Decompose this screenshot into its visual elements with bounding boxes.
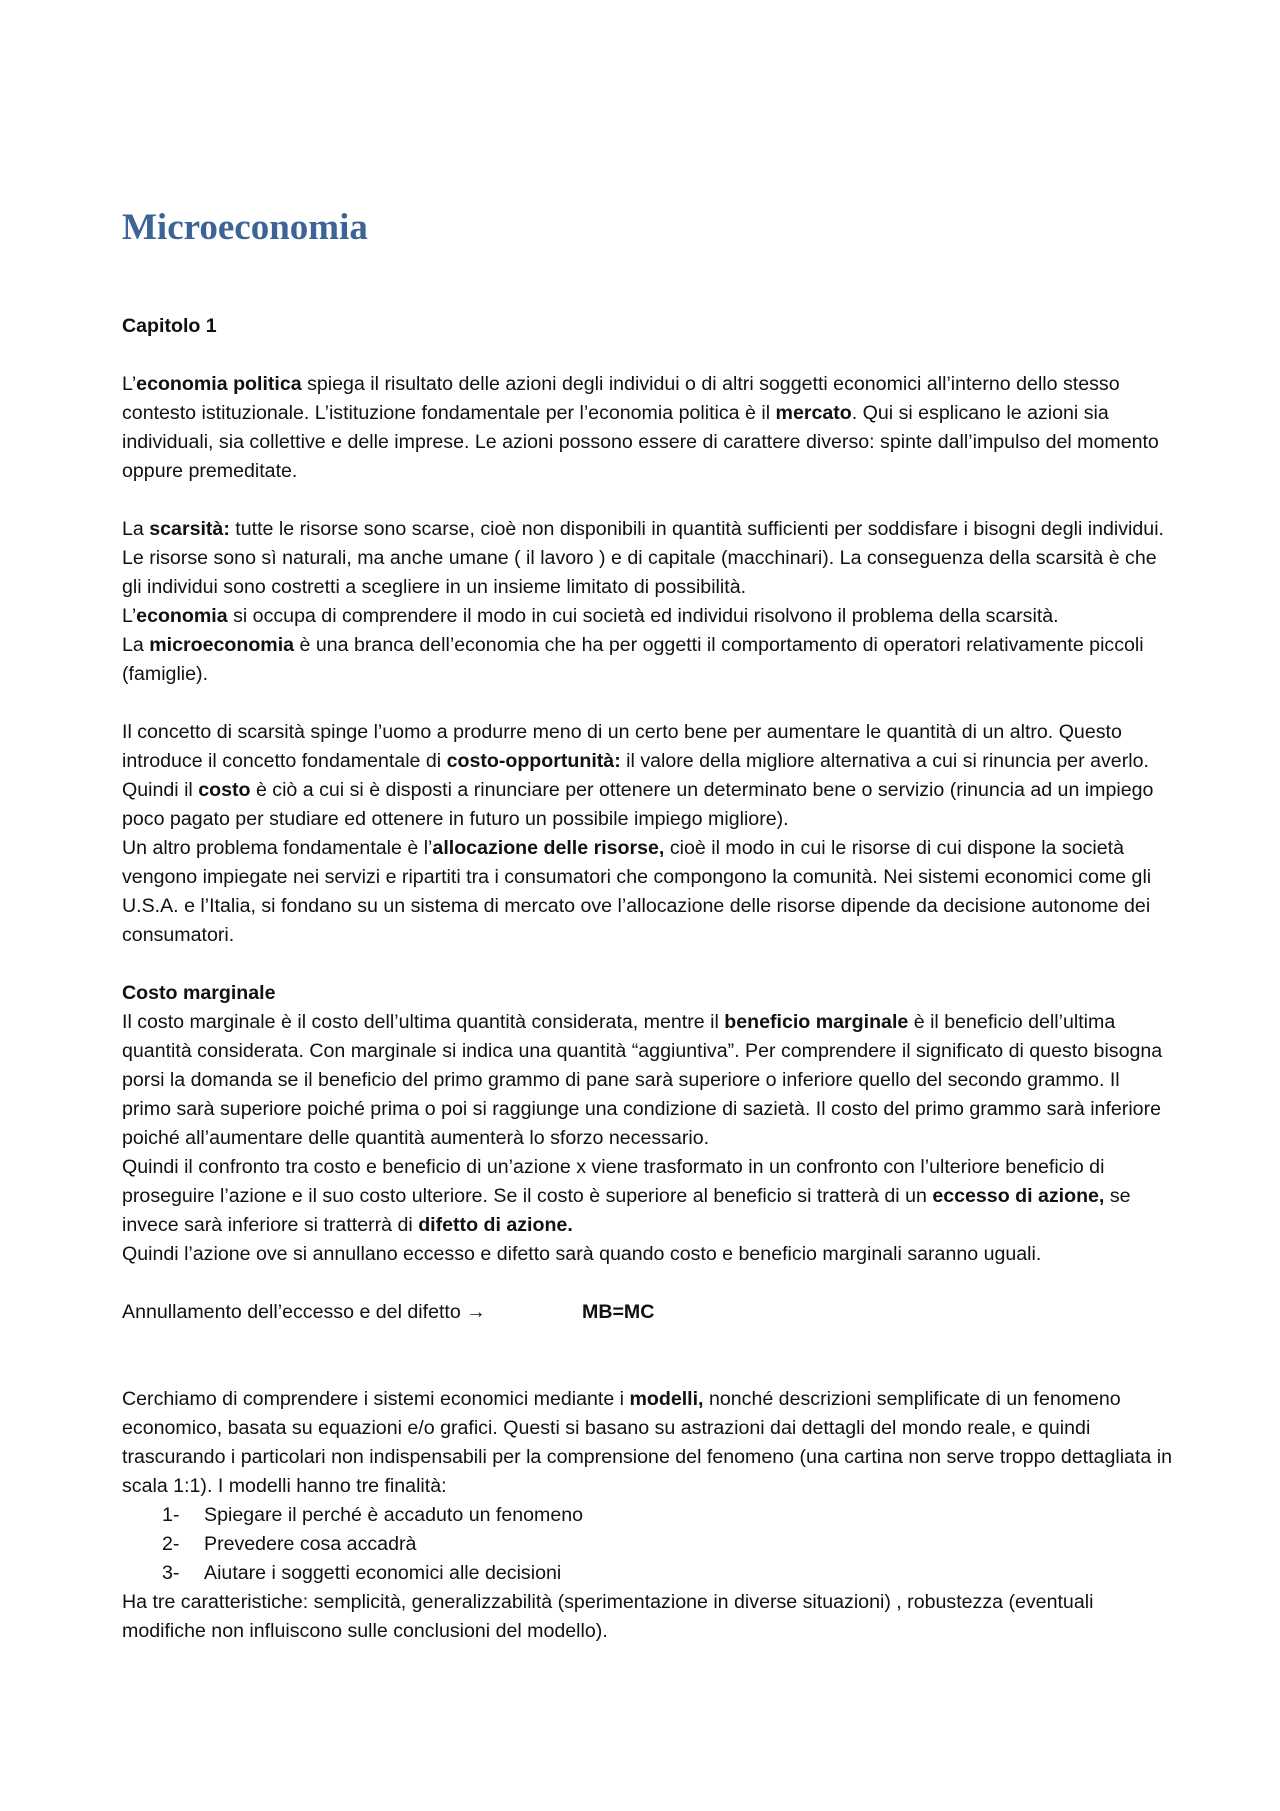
list-item: 2- Prevedere cosa accadrà (162, 1533, 417, 1555)
paragraph-costo-marginale: Il costo marginale è il costo dell’ultima quantità considerata, mentre il beneficio marginale è il beneficio dell’ultima quantità considerata. Con marginale si indica una quantità “aggiuntiva”. Per comprendere il significato di questo bisogna porsi la domanda se il beneficio del primo grammo di pane sarà superiore o inferiore quello del secondo grammo. Il primo sarà superiore poiché prima o poi si raggiunge una condizione di sazietà. Il costo del primo grammo sarà inferiore poiché all’aumentare delle quantità aumenterà lo sforzo necessario. (122, 1011, 1163, 1149)
section-heading-costo-marginale: Costo marginale (122, 982, 276, 1004)
paragraph-allocazione: Un altro problema fondamentale è l’allocazione delle risorse, cioè il modo in cui le risorse di cui dispone la società vengono impiegate nei servizi e ripartiti tra i consumatori che compongono la comunità. Nei sistemi economici come gli U.S.A. e l’Italia, si fondano su un sistema di mercato ove l’allocazione delle risorse dipende da decisione autonome dei consumatori. (122, 837, 1152, 946)
paragraph-costo-opportunita: Il concetto di scarsità spinge l’uomo a produrre meno di un certo bene per aumentare le quantità di un altro. Questo introduce il concetto fondamentale di costo-opportunità: il valore della migliore alternativa a cui si rinuncia per averlo. Quindi il costo è ciò a cui si è disposti a rinunciare per ottenere un determinato bene o servizio (rinuncia ad un impiego poco pagato per studiare ed ottenere in futuro un possibile impiego migliore). (122, 721, 1154, 830)
paragraph-caratteristiche: Ha tre caratteristiche: semplicità, generalizzabilità (sperimentazione in diverse situazioni) , robustezza (eventuali modifiche non influiscono sulle conclusioni del modello). (122, 1591, 1094, 1642)
document-title: Microeconomia (122, 207, 368, 248)
paragraph-economia-politica: L’economia politica spiega il risultato delle azioni degli individui o di altri soggetti economici all’interno dello stesso contesto istituzionale. L’istituzione fondamentale per l’economia politica è il mercato. Qui si esplicano le azioni sia individuali, sia collettive e delle imprese. Le azioni possono essere di carattere diverso: spinte dall’impulso del momento oppure premeditate. (122, 373, 1159, 482)
formula-value: MB=MC (582, 1301, 655, 1323)
paragraph-modelli: Cerchiamo di comprendere i sistemi economici mediante i modelli, nonché descrizioni semplificate di un fenomeno economico, basata su equazioni e/o grafici. Questi si basano su astrazioni dai dettagli del mondo reale, e quindi trascurando i particolari non indispensabili per la comprensione del fenomeno (una cartina non serve troppo dettagliata in scala 1:1). I modelli hanno tre finalità: (122, 1388, 1172, 1497)
term-costo-opportunita: costo-opportunità: (446, 750, 621, 772)
formula-label: Annullamento dell’eccesso e del difetto → (122, 1301, 486, 1323)
term-economia: economia (136, 605, 228, 627)
paragraph-microeconomia: La microeconomia è una branca dell’economia che ha per oggetti il comportamento di operatori relativamente piccoli (famiglie). (122, 634, 1144, 685)
chapter-heading: Capitolo 1 (122, 315, 217, 337)
term-beneficio-marginale: beneficio marginale (724, 1011, 909, 1033)
paragraph-conclusione: Quindi l’azione ove si annullano eccesso e difetto sarà quando costo e beneficio marginali saranno uguali. (122, 1243, 1042, 1265)
term-microeconomia: microeconomia (149, 634, 295, 656)
term-costo: costo (198, 779, 251, 801)
term-scarsita: scarsità: (149, 518, 230, 540)
paragraph-confronto: Quindi il confronto tra costo e beneficio di un’azione x viene trasformato in un confronto con l’ulteriore beneficio di proseguire l’azione e il suo costo ulteriore. Se il costo è superiore al beneficio si tratterà di un eccesso di azione, se invece sarà inferiore si tratterrà di difetto di azione. (122, 1156, 1131, 1236)
term-mercato: mercato (775, 402, 852, 424)
finalita-list (122, 1501, 1172, 1588)
term-allocazione-risorse: allocazione delle risorse, (432, 837, 665, 859)
formula-line (122, 1298, 1172, 1327)
paragraph-scarsita: La scarsità: tutte le risorse sono scarse, cioè non disponibili in quantità sufficienti per soddisfare i bisogni degli individui. Le risorse sono sì naturali, ma anche umane ( il lavoro ) e di capitale (macchinari). La conseguenza della scarsità è che gli individui sono costretti a scegliere in un insieme limitato di possibilità. (122, 518, 1164, 598)
term-modelli: modelli, (629, 1388, 704, 1410)
list-item: 3- Aiutare i soggetti economici alle decisioni (162, 1562, 562, 1584)
document-body (122, 312, 1172, 1646)
term-economia-politica: economia politica (136, 373, 302, 395)
term-eccesso-azione: eccesso di azione, (932, 1185, 1105, 1207)
list-item: 1- Spiegare il perché è accaduto un fenomeno (162, 1504, 584, 1526)
term-difetto-azione: difetto di azione. (418, 1214, 573, 1236)
paragraph-economia: L’economia si occupa di comprendere il modo in cui società ed individui risolvono il problema della scarsità. (122, 605, 1059, 627)
